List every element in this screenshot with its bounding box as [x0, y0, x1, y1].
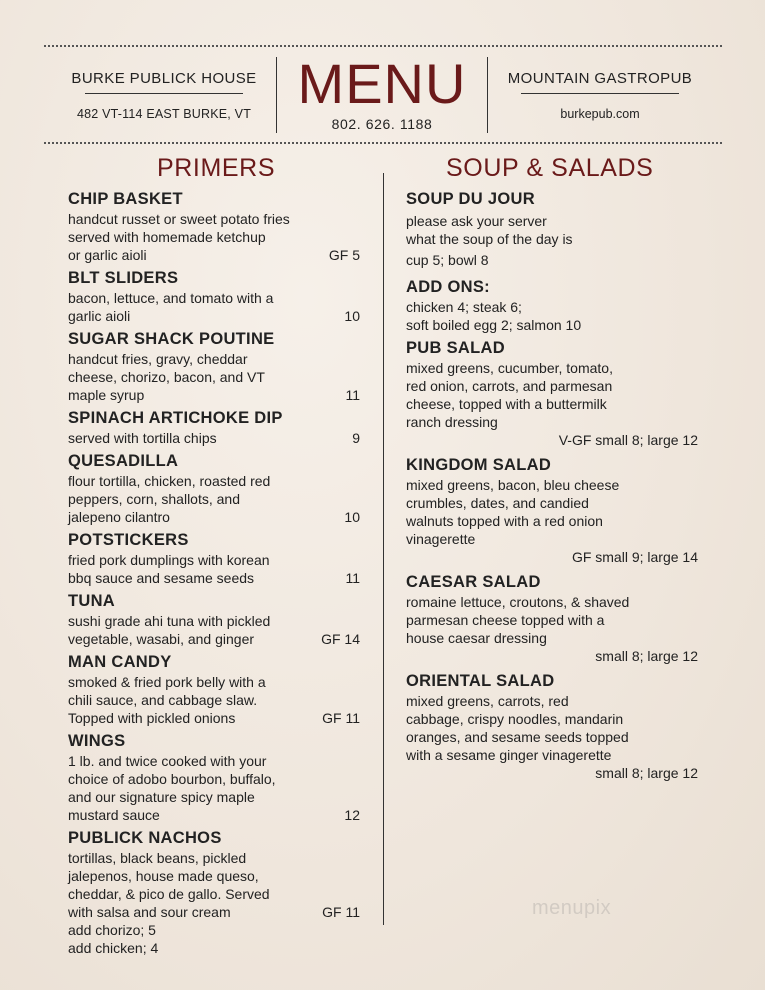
header-center: [278, 54, 486, 132]
item-price: 10: [344, 308, 360, 324]
item-desc: [68, 752, 360, 770]
item-desc: [68, 429, 360, 447]
item-desc: [68, 788, 360, 806]
restaurant-name: BURKE PUBLICK HOUSE: [71, 70, 257, 87]
item-desc: [68, 806, 360, 824]
item-desc-text: Topped with pickled onions: [68, 710, 236, 726]
item-desc: [68, 709, 360, 727]
phone-number: 802. 626. 1188: [331, 116, 433, 132]
item-desc: [68, 350, 360, 368]
item-desc-text: cheese, chorizo, bacon, and VT: [68, 369, 265, 385]
item-desc: soft boiled egg 2; salmon 10: [406, 317, 582, 333]
menu-item: [68, 590, 360, 648]
menu-item: [68, 450, 360, 526]
primers-title: PRIMERS: [157, 154, 276, 182]
item-desc: [68, 508, 360, 526]
item-desc: house caesar dressing: [406, 630, 547, 646]
item-desc-text: bacon, lettuce, and tomato with a: [68, 290, 274, 306]
item-price: GF small 9; large 14: [571, 549, 698, 565]
menu-item: [68, 328, 360, 404]
header-divider-right: [487, 57, 488, 133]
salad-item: [406, 454, 698, 566]
item-price: small 8; large 12: [595, 765, 698, 781]
website: burkepub.com: [560, 107, 640, 121]
item-desc: [68, 691, 360, 709]
item-desc-text: sushi grade ahi tuna with pickled: [68, 613, 271, 629]
item-name: CHIP BASKET: [68, 190, 183, 208]
item-desc-text: maple syrup: [68, 387, 145, 403]
item-desc: [68, 490, 360, 508]
header-right-rule: [521, 93, 679, 94]
item-price: 12: [344, 807, 360, 823]
item-name: PUBLICK NACHOS: [68, 829, 222, 847]
item-desc-text: served with homemade ketchup: [68, 229, 266, 245]
item-desc: vinagerette: [406, 531, 476, 547]
item-desc: [68, 867, 360, 885]
item-price: 10: [344, 509, 360, 525]
item-desc-text: choice of adobo bourbon, buffalo,: [68, 771, 276, 787]
item-name: POTSTICKERS: [68, 531, 189, 549]
item-desc: [68, 246, 360, 264]
item-price: 9: [352, 430, 360, 446]
item-desc: [68, 673, 360, 691]
menu-item: [68, 651, 360, 727]
menu-item: [68, 827, 360, 957]
item-name: SUGAR SHACK POUTINE: [68, 330, 275, 348]
menu-item: [68, 188, 360, 264]
menu-item: [68, 407, 360, 447]
item-desc: [68, 770, 360, 788]
item-desc: [68, 472, 360, 490]
item-price: GF 5: [328, 247, 360, 263]
primers-list: [68, 188, 360, 960]
salad-item: [406, 337, 698, 449]
header-divider-left: [276, 57, 277, 133]
item-name: SOUP DU JOUR: [406, 190, 535, 208]
item-desc: [68, 903, 360, 921]
item-desc: cheese, topped with a buttermilk: [406, 396, 607, 412]
item-price: small 8; large 12: [595, 648, 698, 664]
item-desc: [68, 885, 360, 903]
header-left-rule: [85, 93, 243, 94]
item-name: CAESAR SALAD: [406, 573, 541, 591]
item-desc-text: garlic aioli: [68, 308, 131, 324]
item-desc: [68, 210, 360, 228]
item-desc: [68, 368, 360, 386]
menu-item: [68, 730, 360, 824]
item-price: 11: [345, 387, 360, 403]
soup-du-jour: [406, 188, 698, 269]
item-desc: [68, 386, 360, 404]
top-dotted-rule: [44, 45, 722, 47]
item-desc-text: cheddar, & pico de gallo. Served: [68, 886, 270, 902]
item-price: GF 11: [322, 904, 360, 920]
item-name: PUB SALAD: [406, 339, 505, 357]
item-desc-text: and our signature spicy maple: [68, 789, 255, 805]
item-desc: [68, 849, 360, 867]
column-divider: [383, 173, 384, 925]
item-desc: [68, 612, 360, 630]
item-name: QUESADILLA: [68, 452, 179, 470]
item-price: V-GF small 8; large 12: [558, 432, 698, 448]
menu-item: [68, 267, 360, 325]
item-desc-text: chili sauce, and cabbage slaw.: [68, 692, 258, 708]
item-desc: [68, 569, 360, 587]
item-desc-text: handcut russet or sweet potato fries: [68, 211, 290, 227]
item-name: BLT SLIDERS: [68, 269, 179, 287]
item-desc: walnuts topped with a red onion: [406, 513, 603, 529]
item-desc-text: peppers, corn, shallots, and: [68, 491, 240, 507]
item-desc: what the soup of the day is: [406, 231, 573, 247]
soups-title: SOUP & SALADS: [446, 154, 654, 182]
item-desc: [68, 228, 360, 246]
item-desc: parmesan cheese topped with a: [406, 612, 605, 628]
item-price: GF 11: [322, 710, 360, 726]
item-desc: mixed greens, bacon, bleu cheese: [406, 477, 620, 493]
item-name: SPINACH ARTICHOKE DIP: [68, 409, 283, 427]
item-desc: [68, 307, 360, 325]
menu-item: [68, 529, 360, 587]
item-desc: [68, 289, 360, 307]
salad-item: [406, 571, 698, 665]
item-name: TUNA: [68, 592, 116, 610]
item-desc-text: vegetable, wasabi, and ginger: [68, 631, 255, 647]
salad-item: [406, 670, 698, 782]
item-name: WINGS: [68, 732, 126, 750]
item-name: MAN CANDY: [68, 653, 172, 671]
item-addon: add chorizo; 5: [68, 922, 156, 938]
item-desc-text: smoked & fried pork belly with a: [68, 674, 266, 690]
add-ons: [406, 276, 698, 334]
item-name: ADD ONS:: [406, 278, 490, 296]
item-desc: romaine lettuce, croutons, & shaved: [406, 594, 630, 610]
item-desc: [68, 551, 360, 569]
item-desc-text: tortillas, black beans, pickled: [68, 850, 247, 866]
header-left: [58, 70, 270, 121]
item-desc-text: with salsa and sour cream: [68, 904, 231, 920]
item-desc: crumbles, dates, and candied: [406, 495, 589, 511]
item-desc: chicken 4; steak 6;: [406, 299, 522, 315]
item-desc-text: jalepenos, house made queso,: [68, 868, 259, 884]
item-desc-text: mustard sauce: [68, 807, 160, 823]
item-desc-text: or garlic aioli: [68, 247, 147, 263]
watermark: menupix: [532, 897, 612, 919]
item-desc: please ask your server: [406, 213, 547, 229]
bottom-dotted-rule: [44, 142, 722, 144]
item-desc: [68, 630, 360, 648]
item-desc-text: served with tortilla chips: [68, 430, 217, 446]
item-desc-text: bbq sauce and sesame seeds: [68, 570, 255, 586]
item-desc-text: jalepeno cilantro: [68, 509, 170, 525]
item-desc: cabbage, crispy noodles, mandarin: [406, 711, 624, 727]
item-desc-text: flour tortilla, chicken, roasted red: [68, 473, 271, 489]
header-right: [494, 70, 706, 121]
item-addon: add chicken; 4: [68, 940, 159, 956]
item-name: KINGDOM SALAD: [406, 456, 552, 474]
item-name: ORIENTAL SALAD: [406, 672, 555, 690]
item-price: 11: [345, 570, 360, 586]
gastropub-label: MOUNTAIN GASTROPUB: [507, 70, 693, 87]
item-desc: oranges, and sesame seeds topped: [406, 729, 629, 745]
item-desc: red onion, carrots, and parmesan: [406, 378, 613, 394]
item-desc-text: 1 lb. and twice cooked with your: [68, 753, 267, 769]
soup-price: cup 5; bowl 8: [406, 252, 489, 268]
item-desc-text: fried pork dumplings with korean: [68, 552, 270, 568]
item-desc: mixed greens, carrots, red: [406, 693, 569, 709]
item-desc: mixed greens, cucumber, tomato,: [406, 360, 613, 376]
menu-title: MENU: [297, 52, 467, 115]
item-desc-text: handcut fries, gravy, cheddar: [68, 351, 248, 367]
item-price: GF 14: [321, 631, 360, 647]
item-desc: with a sesame ginger vinagerette: [406, 747, 612, 763]
restaurant-address: 482 VT-114 EAST BURKE, VT: [76, 107, 252, 121]
soups-list: [406, 188, 698, 787]
salads-list: [406, 337, 698, 782]
item-desc: ranch dressing: [406, 414, 498, 430]
